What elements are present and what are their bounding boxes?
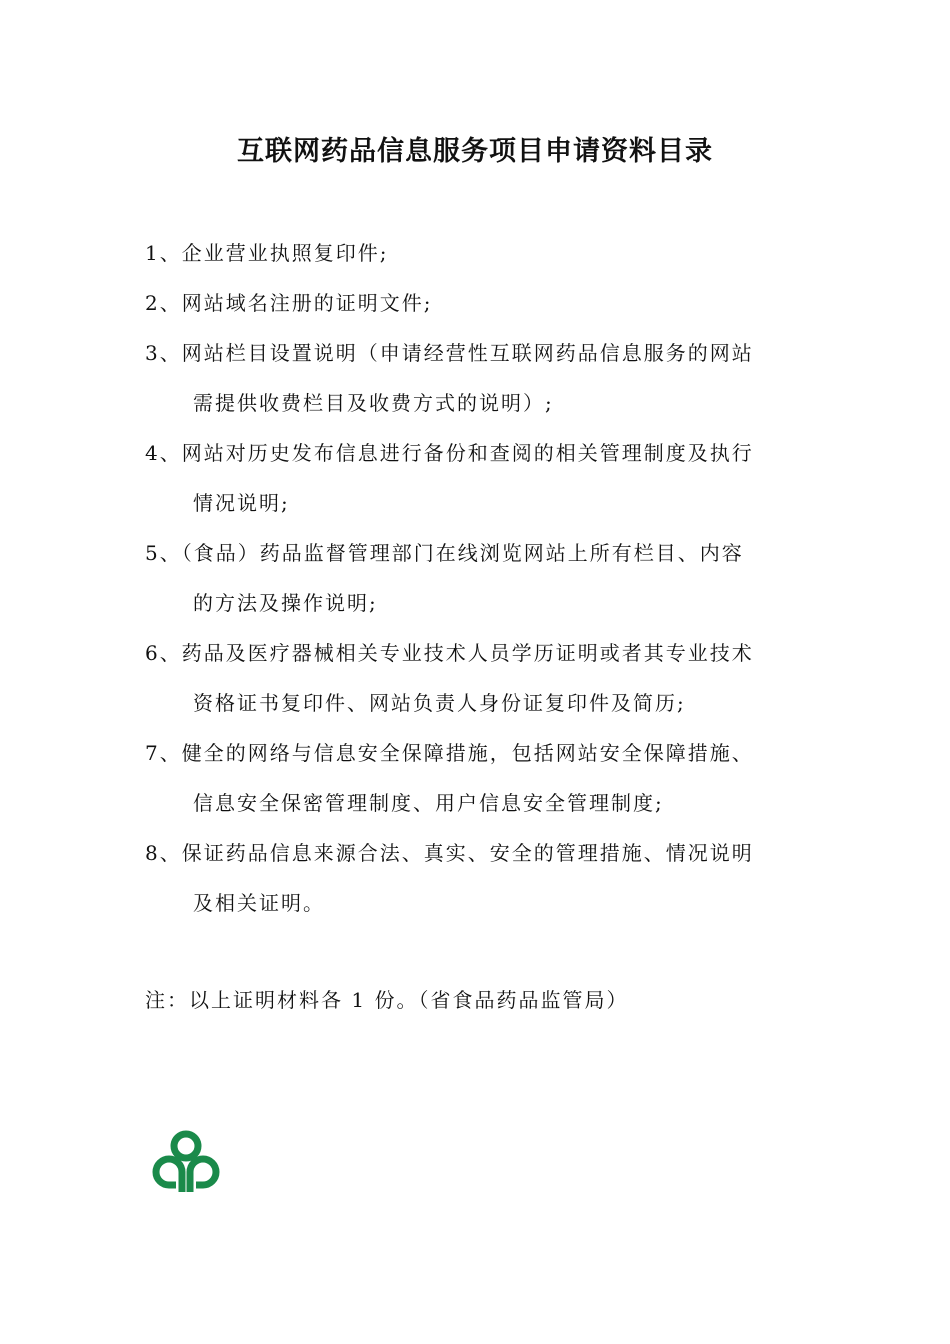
list-item	[145, 628, 825, 728]
item-line-1: 6、药品及医疗器械相关专业技术人员学历证明或者其专业技术	[145, 641, 754, 665]
item-line-2: 情况说明;	[193, 491, 290, 515]
list-item	[145, 328, 825, 428]
item-line-1: 4、网站对历史发布信息进行备份和查阅的相关管理制度及执行	[145, 441, 754, 465]
item-line-1: 5、（食品）药品监督管理部门在线浏览网站上所有栏目、内容	[145, 541, 744, 565]
footnote: 注：以上证明材料各 1 份。（省食品药品监管局）	[145, 988, 629, 1012]
item-line-1: 1、企业营业执照复印件;	[145, 241, 389, 265]
item-line-1: 2、网站域名注册的证明文件;	[145, 291, 433, 315]
list-item	[145, 428, 825, 528]
item-line-2: 的方法及操作说明;	[193, 591, 378, 615]
item-line-2: 信息安全保密管理制度、用户信息安全管理制度;	[193, 791, 664, 815]
list-item	[145, 728, 825, 828]
clover-logo-icon	[146, 1128, 226, 1198]
list-item	[145, 528, 825, 628]
item-line-1: 3、网站栏目设置说明（申请经营性互联网药品信息服务的网站	[145, 341, 754, 365]
list-item	[145, 828, 825, 928]
document-title: 互联网药品信息服务项目申请资料目录	[237, 136, 713, 167]
item-line-2: 及相关证明。	[193, 891, 325, 915]
item-line-1: 8、保证药品信息来源合法、真实、安全的管理措施、情况说明	[145, 841, 754, 865]
list-item	[145, 228, 825, 278]
item-line-2: 需提供收费栏目及收费方式的说明）;	[193, 391, 554, 415]
item-line-1: 7、健全的网络与信息安全保障措施，包括网站安全保障措施、	[145, 741, 754, 765]
materials-list	[145, 228, 825, 928]
item-line-2: 资格证书复印件、网站负责人身份证复印件及简历;	[193, 691, 686, 715]
list-item	[145, 278, 825, 328]
